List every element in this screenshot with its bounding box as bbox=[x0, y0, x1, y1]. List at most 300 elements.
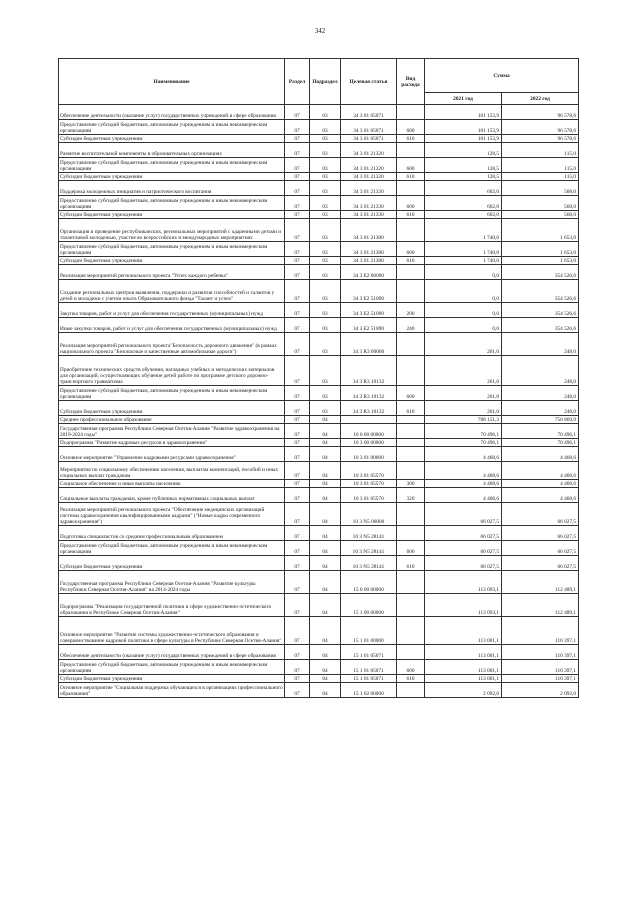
row-expense-type: 600 bbox=[397, 158, 425, 173]
row-subsection: 03 bbox=[310, 135, 341, 143]
row-target: 34 3 01 21320 bbox=[341, 173, 397, 181]
row-expense-type bbox=[397, 617, 425, 645]
row-name: Социальное обеспечение и иные выплаты населению bbox=[59, 480, 285, 488]
row-sum-2022: 96 578,6 bbox=[502, 105, 579, 120]
row-section: 07 bbox=[285, 594, 310, 617]
row-name: Реализация мероприятий регионального проекта"Безопасность дорожного движения" (в рамках национального проекта "Безопасные и качественные автомобильные дороги") bbox=[59, 333, 285, 356]
row-sum-2021: 101 153,9 bbox=[425, 135, 502, 143]
row-name: Субсидии бюджетным учреждениям bbox=[59, 401, 285, 416]
row-expense-type bbox=[397, 526, 425, 541]
row-subsection: 04 bbox=[310, 571, 341, 594]
row-sum-2021: 1 740,0 bbox=[425, 242, 502, 257]
row-subsection: 03 bbox=[310, 120, 341, 135]
row-name: Предоставление субсидий бюджетным, автономным учреждениям и иным некоммерческим организациям bbox=[59, 660, 285, 675]
row-subsection: 04 bbox=[310, 675, 341, 683]
row-section: 07 bbox=[285, 181, 310, 196]
row-subsection: 04 bbox=[310, 416, 341, 424]
row-sum-2022: 66 027,5 bbox=[502, 526, 579, 541]
row-subsection: 04 bbox=[310, 645, 341, 660]
row-sum-2022: 4 468,6 bbox=[502, 447, 579, 462]
header-section: Раздел bbox=[285, 59, 310, 105]
row-name: Развитие воспитательной компоненты в образовательных организациях bbox=[59, 143, 285, 158]
row-subsection: 04 bbox=[310, 439, 341, 447]
row-name: Субсидии бюджетным учреждениям bbox=[59, 675, 285, 683]
row-sum-2022: 110 397,1 bbox=[502, 675, 579, 683]
row-target: 34 3 01 05071 bbox=[341, 105, 397, 120]
row-expense-type bbox=[397, 645, 425, 660]
table-row bbox=[59, 356, 579, 386]
row-section: 07 bbox=[285, 439, 310, 447]
table-body bbox=[59, 105, 579, 698]
row-expense-type bbox=[397, 503, 425, 526]
table-row bbox=[59, 143, 579, 158]
row-expense-type bbox=[397, 594, 425, 617]
table-row bbox=[59, 683, 579, 698]
header-target: Целевая статья bbox=[341, 59, 397, 105]
row-subsection: 03 bbox=[310, 265, 341, 280]
table-row bbox=[59, 173, 579, 181]
row-target: 10 3 01 05570 bbox=[341, 480, 397, 488]
row-target: 34 3 01 21330 bbox=[341, 181, 397, 196]
row-sum-2021: 70 496,1 bbox=[425, 424, 502, 439]
row-target: 15 0 00 00000 bbox=[341, 571, 397, 594]
row-sum-2021: 101 153,9 bbox=[425, 120, 502, 135]
row-sum-2022: 4 468,6 bbox=[502, 480, 579, 488]
row-subsection: 03 bbox=[310, 257, 341, 265]
row-section: 07 bbox=[285, 556, 310, 571]
row-section: 07 bbox=[285, 462, 310, 480]
row-sum-2022: 568,0 bbox=[502, 196, 579, 211]
budget-table bbox=[58, 58, 579, 698]
row-section: 07 bbox=[285, 503, 310, 526]
row-sum-2022: 354 526,6 bbox=[502, 280, 579, 303]
header-subsection: Подраздел bbox=[310, 59, 341, 105]
row-sum-2022: 4 468,6 bbox=[502, 462, 579, 480]
table-row bbox=[59, 265, 579, 280]
row-sum-2021: 4 468,6 bbox=[425, 447, 502, 462]
row-subsection: 03 bbox=[310, 143, 341, 158]
header-name: Наименование bbox=[59, 59, 285, 105]
row-sum-2022: 354 526,6 bbox=[502, 265, 579, 280]
row-name: Закупка товаров, работ и услуг для обеспечения государственных (муниципальных) нужд bbox=[59, 303, 285, 318]
row-sum-2022: 248,0 bbox=[502, 333, 579, 356]
row-sum-2022: 110 397,1 bbox=[502, 645, 579, 660]
row-section: 07 bbox=[285, 173, 310, 181]
row-sum-2022: 4 468,6 bbox=[502, 488, 579, 503]
row-sum-2021: 4 468,6 bbox=[425, 462, 502, 480]
row-sum-2021: 788 151,3 bbox=[425, 416, 502, 424]
row-name: Предоставление субсидий бюджетным, автономным учреждениям и иным некоммерческим организациям bbox=[59, 158, 285, 173]
row-name: Приобретение технических средств обучения, наглядных учебных и методических материалов для организаций, осуществляющих обучение детей работе по программе детского дорожно-транспортного травматизма bbox=[59, 356, 285, 386]
row-target: 34 3 R3 00000 bbox=[341, 333, 397, 356]
row-expense-type: 320 bbox=[397, 488, 425, 503]
row-name: Государственная программа Республики Северная Осетия-Алания "Развитие культуры Республики Северная Осетия-Алания" на 2014-2024 годы bbox=[59, 571, 285, 594]
row-target: 10 3 01 00000 bbox=[341, 447, 397, 462]
row-subsection: 04 bbox=[310, 556, 341, 571]
row-sum-2022: 248,0 bbox=[502, 401, 579, 416]
row-expense-type bbox=[397, 571, 425, 594]
row-target bbox=[341, 416, 397, 424]
row-target: 34 3 01 21380 bbox=[341, 219, 397, 242]
row-expense-type: 600 bbox=[397, 196, 425, 211]
row-sum-2022: 96 578,6 bbox=[502, 120, 579, 135]
row-name: Создание региональных центров выявления, поддержки и развития способностей и талантов у детей и молодежи с учетом опыта Образовательного фонда "Талант и успех" bbox=[59, 280, 285, 303]
table-row bbox=[59, 196, 579, 211]
row-target: 10 3 00 00000 bbox=[341, 439, 397, 447]
row-subsection: 04 bbox=[310, 462, 341, 480]
row-section: 07 bbox=[285, 219, 310, 242]
row-expense-type bbox=[397, 416, 425, 424]
row-target: 15 1 00 00000 bbox=[341, 594, 397, 617]
row-sum-2021: 602,0 bbox=[425, 211, 502, 219]
row-section: 07 bbox=[285, 318, 310, 333]
header-row bbox=[59, 59, 579, 93]
row-target: 10 3 N5 28141 bbox=[341, 556, 397, 571]
row-section: 07 bbox=[285, 424, 310, 439]
row-sum-2021: 128,5 bbox=[425, 143, 502, 158]
row-expense-type: 610 bbox=[397, 401, 425, 416]
row-subsection: 04 bbox=[310, 503, 341, 526]
table-row bbox=[59, 386, 579, 401]
row-section: 07 bbox=[285, 447, 310, 462]
row-target: 34 3 01 21320 bbox=[341, 158, 397, 173]
row-name: Организация и проведение республиканских, региональных мероприятий с одаренными детьми и талантливой молодежью, участие во всероссийских и международных мероприятиях bbox=[59, 219, 285, 242]
row-section: 07 bbox=[285, 196, 310, 211]
row-target: 15 1 01 05071 bbox=[341, 645, 397, 660]
table-row bbox=[59, 556, 579, 571]
row-name: Социальные выплаты гражданам, кроме публичных нормативных социальных выплат bbox=[59, 488, 285, 503]
row-expense-type bbox=[397, 280, 425, 303]
table-row bbox=[59, 181, 579, 196]
row-subsection: 03 bbox=[310, 280, 341, 303]
row-expense-type: 600 bbox=[397, 242, 425, 257]
row-subsection: 03 bbox=[310, 386, 341, 401]
row-target: 10 3 N5 00000 bbox=[341, 503, 397, 526]
row-subsection: 04 bbox=[310, 447, 341, 462]
row-subsection: 04 bbox=[310, 660, 341, 675]
table-row bbox=[59, 447, 579, 462]
row-sum-2022: 568,0 bbox=[502, 181, 579, 196]
row-expense-type bbox=[397, 356, 425, 386]
table-row bbox=[59, 617, 579, 645]
row-expense-type bbox=[397, 143, 425, 158]
row-section: 07 bbox=[285, 120, 310, 135]
row-section: 07 bbox=[285, 333, 310, 356]
header-year-2021: 2021 год bbox=[425, 93, 502, 105]
row-section: 07 bbox=[285, 356, 310, 386]
row-expense-type bbox=[397, 181, 425, 196]
row-section: 07 bbox=[285, 242, 310, 257]
row-expense-type: 610 bbox=[397, 257, 425, 265]
row-target: 34 3 E2 51890 bbox=[341, 318, 397, 333]
table-row bbox=[59, 660, 579, 675]
row-name: Субсидии бюджетным учреждениям bbox=[59, 173, 285, 181]
row-sum-2021: 602,0 bbox=[425, 196, 502, 211]
row-name: Подготовка специалистов со средним профессиональным образованием bbox=[59, 526, 285, 541]
table-row bbox=[59, 120, 579, 135]
table-row bbox=[59, 416, 579, 424]
header-expense-type: Вид расхода bbox=[397, 59, 425, 105]
table-row bbox=[59, 242, 579, 257]
table-row bbox=[59, 158, 579, 173]
row-target: 34 3 01 21330 bbox=[341, 196, 397, 211]
row-target: 34 3 01 21320 bbox=[341, 143, 397, 158]
row-sum-2021: 66 027,5 bbox=[425, 526, 502, 541]
row-target: 15 1 01 00000 bbox=[341, 617, 397, 645]
row-section: 07 bbox=[285, 158, 310, 173]
row-sum-2022: 66 027,5 bbox=[502, 503, 579, 526]
row-section: 07 bbox=[285, 105, 310, 120]
row-sum-2022: 110 397,1 bbox=[502, 660, 579, 675]
row-expense-type bbox=[397, 105, 425, 120]
row-sum-2021: 1 740,0 bbox=[425, 219, 502, 242]
table-row bbox=[59, 439, 579, 447]
table-row bbox=[59, 541, 579, 556]
row-sum-2022: 70 496,1 bbox=[502, 439, 579, 447]
row-name: Субсидии бюджетным учреждениям bbox=[59, 211, 285, 219]
row-target: 34 3 R3 10132 bbox=[341, 386, 397, 401]
row-name: Иные закупки товаров, работ и услуг для обеспечения государственных (муниципальных) нужд bbox=[59, 318, 285, 333]
row-section: 07 bbox=[285, 257, 310, 265]
row-sum-2021: 113 001,1 bbox=[425, 617, 502, 645]
row-target: 34 3 E2 51890 bbox=[341, 303, 397, 318]
table-row bbox=[59, 280, 579, 303]
row-name: Предоставление субсидий бюджетным, автономным учреждениям и иным некоммерческим организациям bbox=[59, 242, 285, 257]
row-subsection: 04 bbox=[310, 683, 341, 698]
row-section: 07 bbox=[285, 480, 310, 488]
row-section: 07 bbox=[285, 303, 310, 318]
row-section: 07 bbox=[285, 660, 310, 675]
row-name: Поддержка молодежных инициатив и патриотического воспитания bbox=[59, 181, 285, 196]
row-expense-type: 610 bbox=[397, 675, 425, 683]
table-row bbox=[59, 645, 579, 660]
row-name: Реализация мероприятий регионального проекта "Обеспечение медицинских организаций системы здравоохранения квалифицированными кадрами" ("Новые кадры современного здравоохранения") bbox=[59, 503, 285, 526]
row-name: Подпрограмма "Реализация государственной политики в сфере художественно-эстетического образования в Республике Северная Осетия-Алания" bbox=[59, 594, 285, 617]
row-subsection: 03 bbox=[310, 401, 341, 416]
row-target: 15 1 01 05071 bbox=[341, 660, 397, 675]
table-row bbox=[59, 257, 579, 265]
row-expense-type: 300 bbox=[397, 480, 425, 488]
row-target: 10 3 N5 28141 bbox=[341, 541, 397, 556]
row-target: 10 3 01 05570 bbox=[341, 462, 397, 480]
row-expense-type bbox=[397, 333, 425, 356]
row-sum-2022: 112 489,1 bbox=[502, 594, 579, 617]
row-sum-2022: 354 526,6 bbox=[502, 318, 579, 333]
row-expense-type: 600 bbox=[397, 386, 425, 401]
row-sum-2021: 113 093,1 bbox=[425, 571, 502, 594]
row-sum-2022: 1 653,0 bbox=[502, 257, 579, 265]
table-row bbox=[59, 318, 579, 333]
header-year-2022: 2022 год bbox=[502, 93, 579, 105]
row-subsection: 03 bbox=[310, 356, 341, 386]
row-sum-2022: 750 869,9 bbox=[502, 416, 579, 424]
row-section: 07 bbox=[285, 280, 310, 303]
row-name: Основное мероприятие "Социальная поддержка обучающихся в организациях профессионального образования" bbox=[59, 683, 285, 698]
table-row bbox=[59, 503, 579, 526]
row-sum-2022: 568,0 bbox=[502, 211, 579, 219]
row-sum-2022: 115,0 bbox=[502, 173, 579, 181]
table-row bbox=[59, 594, 579, 617]
row-section: 07 bbox=[285, 143, 310, 158]
row-sum-2021: 261,0 bbox=[425, 333, 502, 356]
row-subsection: 04 bbox=[310, 424, 341, 439]
row-sum-2021: 66 027,5 bbox=[425, 503, 502, 526]
table-row bbox=[59, 333, 579, 356]
row-section: 07 bbox=[285, 386, 310, 401]
row-subsection: 03 bbox=[310, 333, 341, 356]
row-sum-2021: 4 468,6 bbox=[425, 480, 502, 488]
row-subsection: 03 bbox=[310, 173, 341, 181]
row-name: Подпрограмма "Развитие кадровых ресурсов в здравоохранении" bbox=[59, 439, 285, 447]
row-sum-2021: 261,0 bbox=[425, 356, 502, 386]
row-sum-2021: 4 468,6 bbox=[425, 488, 502, 503]
row-expense-type bbox=[397, 265, 425, 280]
table-row bbox=[59, 401, 579, 416]
row-subsection: 03 bbox=[310, 181, 341, 196]
row-target: 34 3 R3 10132 bbox=[341, 401, 397, 416]
row-sum-2021: 113 001,1 bbox=[425, 645, 502, 660]
row-expense-type: 610 bbox=[397, 135, 425, 143]
row-sum-2021: 261,0 bbox=[425, 401, 502, 416]
row-target: 10 3 N5 28141 bbox=[341, 526, 397, 541]
row-target: 34 3 E2 51890 bbox=[341, 280, 397, 303]
table-row bbox=[59, 424, 579, 439]
row-sum-2021: 66 027,5 bbox=[425, 541, 502, 556]
row-sum-2021: 602,0 bbox=[425, 181, 502, 196]
row-subsection: 03 bbox=[310, 242, 341, 257]
row-subsection: 03 bbox=[310, 303, 341, 318]
row-section: 07 bbox=[285, 617, 310, 645]
row-target: 34 3 01 21380 bbox=[341, 242, 397, 257]
row-sum-2021: 0,0 bbox=[425, 303, 502, 318]
row-target: 34 3 E2 00000 bbox=[341, 265, 397, 280]
row-sum-2021: 0,0 bbox=[425, 280, 502, 303]
row-sum-2022: 66 027,5 bbox=[502, 556, 579, 571]
row-subsection: 04 bbox=[310, 488, 341, 503]
row-sum-2021: 261,0 bbox=[425, 386, 502, 401]
row-name: Реализация мероприятий регионального проекта "Успех каждого ребенка" bbox=[59, 265, 285, 280]
row-expense-type: 240 bbox=[397, 318, 425, 333]
row-expense-type: 610 bbox=[397, 211, 425, 219]
row-section: 07 bbox=[285, 135, 310, 143]
row-subsection: 04 bbox=[310, 526, 341, 541]
table-row bbox=[59, 488, 579, 503]
row-sum-2021: 0,0 bbox=[425, 318, 502, 333]
table-row bbox=[59, 211, 579, 219]
row-subsection: 03 bbox=[310, 196, 341, 211]
row-sum-2021: 66 027,5 bbox=[425, 556, 502, 571]
header-sum: Сумма bbox=[425, 59, 579, 93]
row-expense-type: 600 bbox=[397, 541, 425, 556]
row-name: Мероприятия по социальному обеспечению населения, выплатам компенсаций, пособий и иных социальных выплат гражданам bbox=[59, 462, 285, 480]
row-target: 10 0 00 00000 bbox=[341, 424, 397, 439]
row-sum-2022: 1 653,0 bbox=[502, 242, 579, 257]
row-target: 10 3 01 05570 bbox=[341, 488, 397, 503]
row-expense-type: 610 bbox=[397, 173, 425, 181]
row-name: Предоставление субсидий бюджетным, автономным учреждениям и иным некоммерческим организациям bbox=[59, 386, 285, 401]
row-subsection: 04 bbox=[310, 594, 341, 617]
row-section: 07 bbox=[285, 675, 310, 683]
row-name: Государственная программа Республики Северная Осетия-Алания "Развитие здравоохранения на 2019-2024 годы" bbox=[59, 424, 285, 439]
row-subsection: 04 bbox=[310, 617, 341, 645]
row-section: 07 bbox=[285, 526, 310, 541]
row-sum-2022: 1 653,0 bbox=[502, 219, 579, 242]
row-name: Основное мероприятие "Развитие системы художественно-эстетического образования и совершенствование кадровой политики в сфере культуры в Республике Северная Осетия-Алания" bbox=[59, 617, 285, 645]
row-name: Предоставление субсидий бюджетным, автономным учреждениям и иным некоммерческим организациям bbox=[59, 196, 285, 211]
row-target: 15 1 02 00000 bbox=[341, 683, 397, 698]
row-sum-2021: 113 001,1 bbox=[425, 660, 502, 675]
row-sum-2022: 354 526,6 bbox=[502, 303, 579, 318]
row-name: Основное мероприятие "Управление кадровыми ресурсами здравоохранения" bbox=[59, 447, 285, 462]
table-row bbox=[59, 571, 579, 594]
table-row bbox=[59, 105, 579, 120]
row-subsection: 04 bbox=[310, 480, 341, 488]
row-sum-2021: 113 001,1 bbox=[425, 675, 502, 683]
row-name: Субсидии бюджетным учреждениям bbox=[59, 257, 285, 265]
row-sum-2022: 66 027,5 bbox=[502, 541, 579, 556]
row-name: Субсидии бюджетным учреждениям bbox=[59, 556, 285, 571]
row-subsection: 03 bbox=[310, 105, 341, 120]
table-row bbox=[59, 462, 579, 480]
row-sum-2021: 70 496,1 bbox=[425, 439, 502, 447]
row-section: 07 bbox=[285, 401, 310, 416]
row-expense-type bbox=[397, 424, 425, 439]
row-name: Предоставление субсидий бюджетным, автономным учреждениям и иным некоммерческим организациям bbox=[59, 120, 285, 135]
row-name: Предоставление субсидий бюджетным, автономным учреждениям и иным некоммерческим организациям bbox=[59, 541, 285, 556]
row-sum-2021: 101 153,9 bbox=[425, 105, 502, 120]
row-sum-2021: 128,5 bbox=[425, 173, 502, 181]
row-target: 15 1 01 05071 bbox=[341, 675, 397, 683]
row-target: 34 3 01 21330 bbox=[341, 211, 397, 219]
row-subsection: 03 bbox=[310, 158, 341, 173]
row-sum-2022: 2 092,0 bbox=[502, 683, 579, 698]
table-row bbox=[59, 526, 579, 541]
row-name: Субсидии бюджетным учреждениям bbox=[59, 135, 285, 143]
row-section: 07 bbox=[285, 683, 310, 698]
row-expense-type: 610 bbox=[397, 556, 425, 571]
row-sum-2022: 110 397,1 bbox=[502, 617, 579, 645]
row-name: Обеспечение деятельности (оказание услуг) государственных учреждений в сфере образования bbox=[59, 105, 285, 120]
row-sum-2022: 115,0 bbox=[502, 158, 579, 173]
row-sum-2021: 128,5 bbox=[425, 158, 502, 173]
row-expense-type: 600 bbox=[397, 120, 425, 135]
row-section: 07 bbox=[285, 488, 310, 503]
row-sum-2022: 70 496,1 bbox=[502, 424, 579, 439]
row-sum-2021: 0,0 bbox=[425, 265, 502, 280]
row-section: 07 bbox=[285, 416, 310, 424]
table-row bbox=[59, 480, 579, 488]
row-section: 07 bbox=[285, 645, 310, 660]
row-sum-2022: 96 578,6 bbox=[502, 135, 579, 143]
row-name: Среднее профессиональное образование bbox=[59, 416, 285, 424]
row-target: 34 3 01 21380 bbox=[341, 257, 397, 265]
row-section: 07 bbox=[285, 211, 310, 219]
row-expense-type: 600 bbox=[397, 660, 425, 675]
row-target: 34 3 01 05071 bbox=[341, 120, 397, 135]
row-sum-2022: 248,0 bbox=[502, 356, 579, 386]
row-subsection: 03 bbox=[310, 318, 341, 333]
row-expense-type bbox=[397, 683, 425, 698]
row-target: 34 3 R3 10132 bbox=[341, 356, 397, 386]
row-section: 07 bbox=[285, 265, 310, 280]
row-sum-2022: 248,0 bbox=[502, 386, 579, 401]
row-expense-type bbox=[397, 462, 425, 480]
row-sum-2021: 1 740,0 bbox=[425, 257, 502, 265]
row-target: 34 3 01 05071 bbox=[341, 135, 397, 143]
table-row bbox=[59, 219, 579, 242]
row-expense-type: 200 bbox=[397, 303, 425, 318]
row-expense-type bbox=[397, 439, 425, 447]
